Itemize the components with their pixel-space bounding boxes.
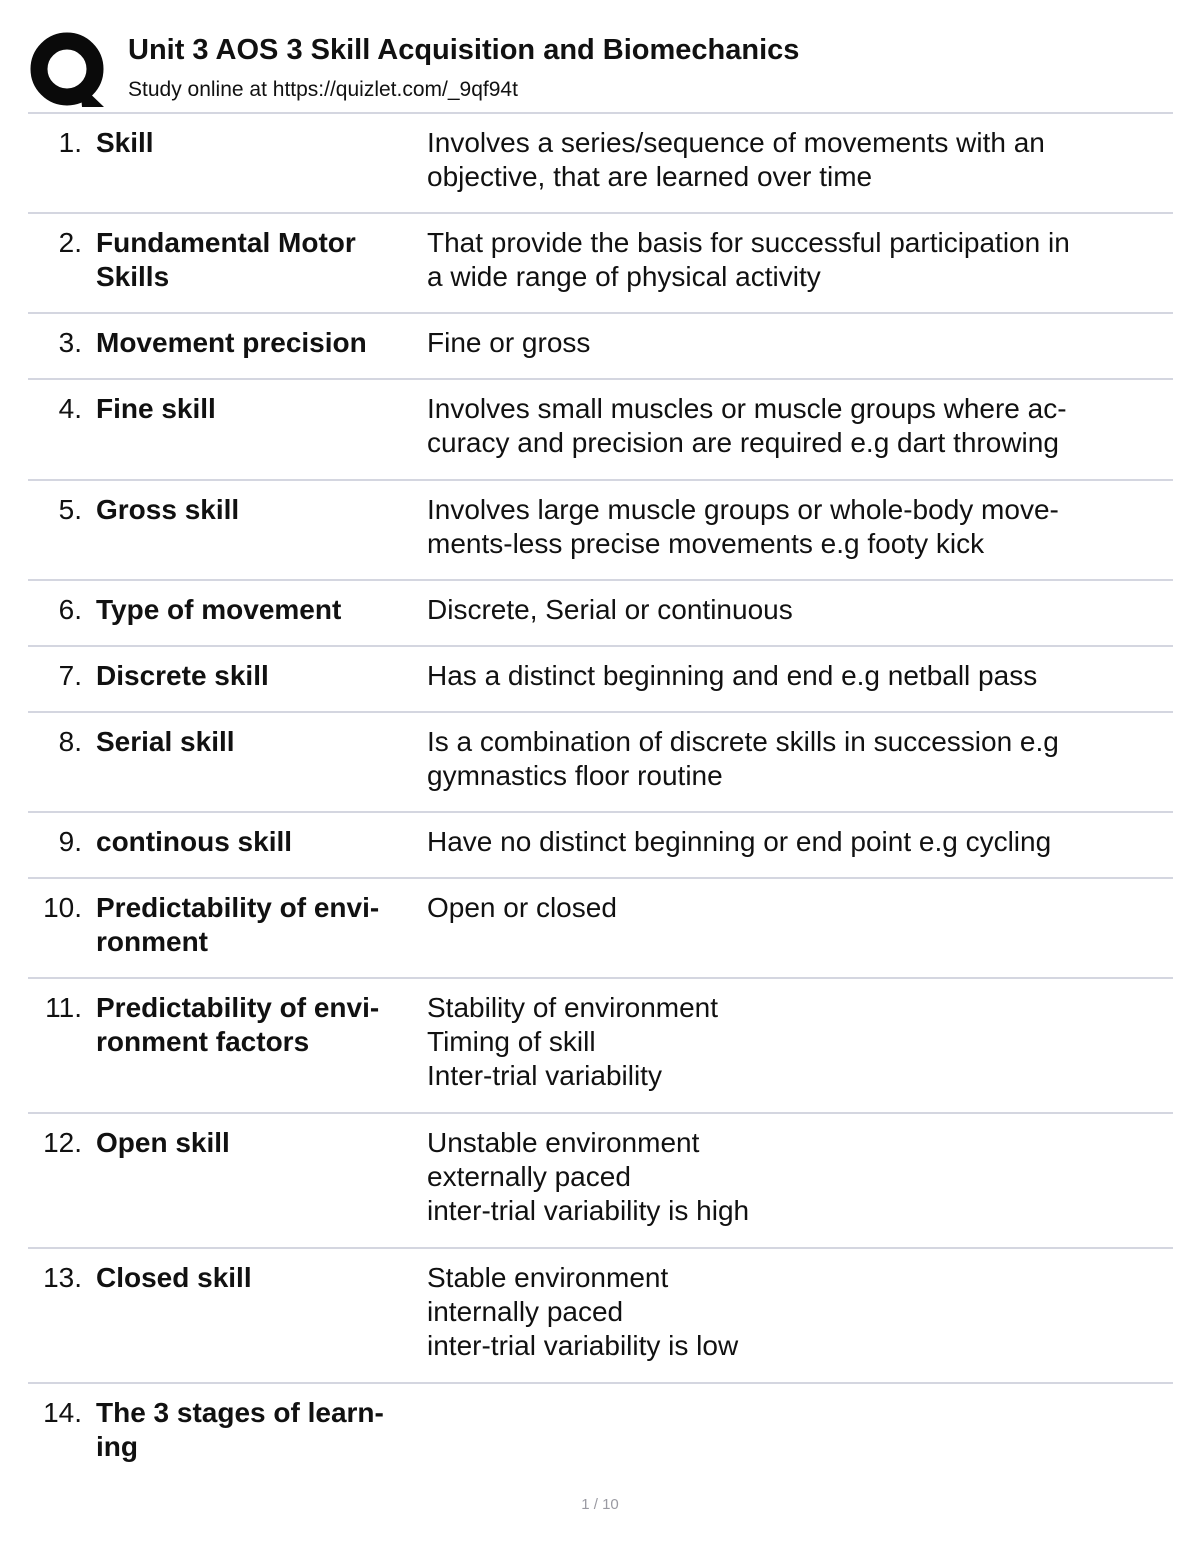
- term-row: [28, 378, 1173, 479]
- term-word: Type of movement: [96, 594, 342, 625]
- quizlet-logo-icon: [30, 32, 106, 108]
- term-number: 8.: [58, 726, 82, 757]
- term-number: 13.: [43, 1262, 82, 1293]
- term-definition: Involves small muscles or muscle groups where ac- curacy and precision are required e.g dart throwing: [427, 393, 1067, 458]
- term-definition: Open or closed: [427, 892, 617, 923]
- term-number: 10.: [43, 892, 82, 923]
- term-definition: Has a distinct beginning and end e.g netball pass: [427, 660, 1038, 691]
- term-row: [28, 645, 1173, 711]
- term-row: [28, 1382, 1173, 1482]
- term-number: 12.: [43, 1127, 82, 1158]
- term-row: [28, 711, 1173, 811]
- term-word: Gross skill: [96, 494, 240, 525]
- term-number: 6.: [58, 594, 82, 625]
- term-word: Closed skill: [96, 1262, 252, 1293]
- term-row: [28, 312, 1173, 378]
- term-row: [28, 877, 1173, 977]
- term-row: [28, 977, 1173, 1112]
- study-online-link[interactable]: Study online at https://quizlet.com/_9qf94t: [128, 78, 518, 101]
- term-word: Movement precision: [96, 327, 367, 358]
- term-word: The 3 stages of learn- ing: [96, 1397, 384, 1462]
- term-number: 2.: [58, 227, 82, 258]
- term-row: [28, 212, 1173, 312]
- term-word: Predictability of envi- ronment factors: [96, 992, 380, 1057]
- term-word: Discrete skill: [96, 660, 269, 691]
- term-word: continous skill: [96, 826, 293, 857]
- term-definition: That provide the basis for successful participation in a wide range of physical activity: [427, 227, 1070, 292]
- term-definition: Involves large muscle groups or whole-body move- ments-less precise movements e.g footy kick: [427, 494, 1059, 559]
- term-definition: Involves a series/sequence of movements with an objective, that are learned over time: [427, 127, 1045, 192]
- term-definition: Stability of environment Timing of skill Inter-trial variability: [427, 992, 719, 1091]
- term-number: 9.: [58, 826, 82, 857]
- term-definition: Have no distinct beginning or end point e.g cycling: [427, 826, 1052, 857]
- term-row: [28, 112, 1173, 212]
- page-number: 1 / 10: [581, 1496, 619, 1513]
- term-word: Open skill: [96, 1127, 230, 1158]
- term-number: 14.: [43, 1397, 82, 1428]
- term-definition: Stable environment internally paced inter-trial variability is low: [427, 1262, 739, 1361]
- term-number: 11.: [45, 992, 82, 1023]
- term-number: 5.: [58, 494, 82, 525]
- term-row: [28, 811, 1173, 877]
- term-word: Fine skill: [96, 393, 216, 424]
- term-definition: Discrete, Serial or continuous: [427, 594, 793, 625]
- term-row: [28, 1112, 1173, 1247]
- term-definition: Fine or gross: [427, 327, 591, 358]
- term-word: Fundamental Motor Skills: [96, 227, 356, 292]
- term-definition: Unstable environment externally paced inter-trial variability is high: [427, 1127, 750, 1226]
- term-word: Predictability of envi- ronment: [96, 892, 380, 957]
- term-number: 7.: [58, 660, 82, 691]
- term-row: [28, 1247, 1173, 1382]
- term-number: 4.: [58, 393, 82, 424]
- term-number: 1.: [58, 127, 82, 158]
- document-title: Unit 3 AOS 3 Skill Acquisition and Biomechanics: [128, 34, 800, 66]
- term-number: 3.: [58, 327, 82, 358]
- term-word: Serial skill: [96, 726, 235, 757]
- term-row: [28, 579, 1173, 645]
- term-word: Skill: [96, 127, 154, 158]
- term-list: [28, 112, 1173, 1482]
- term-definition: Is a combination of discrete skills in succession e.g gymnastics floor routine: [427, 726, 1059, 791]
- term-row: [28, 479, 1173, 579]
- term-definition: [427, 1396, 1173, 1482]
- page-header: [30, 30, 1172, 108]
